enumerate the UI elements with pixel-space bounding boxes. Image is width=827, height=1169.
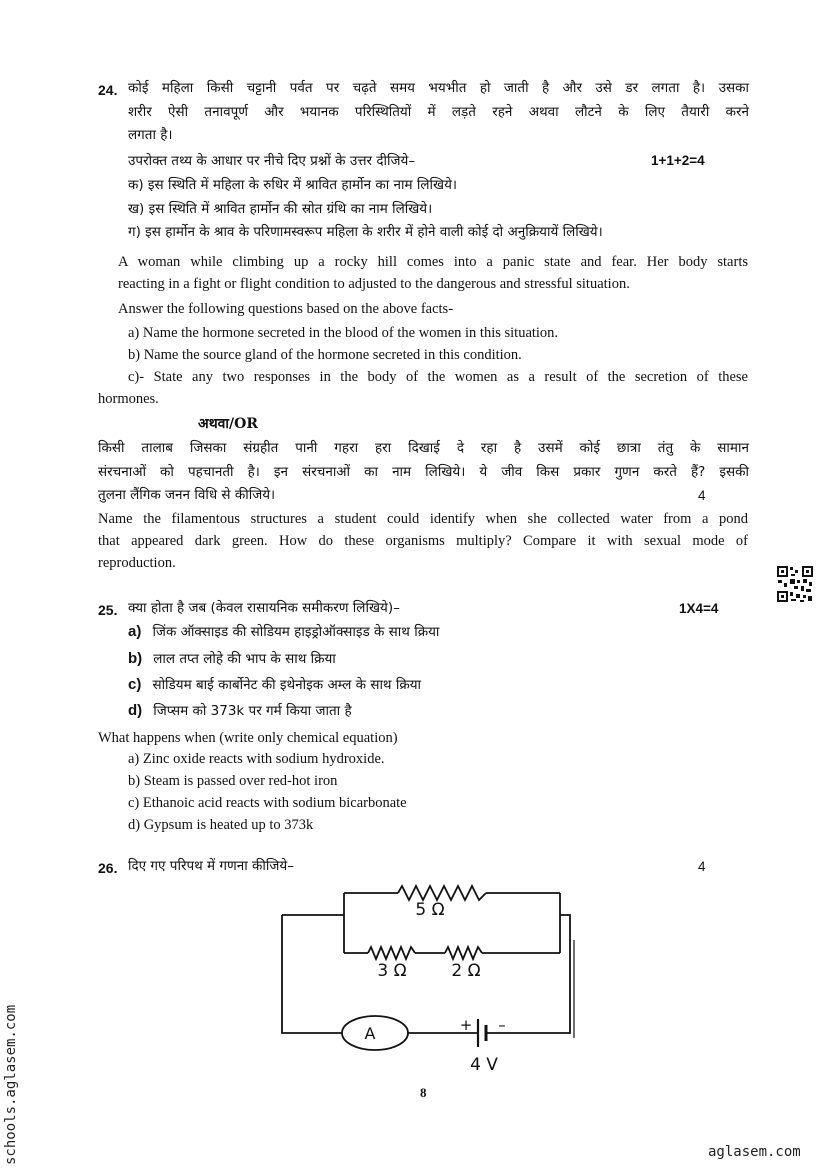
q25-hi-option-d bbox=[128, 700, 352, 723]
footer-watermark: aglasem.com bbox=[708, 1144, 801, 1160]
or-en-line-3: reproduction. bbox=[98, 555, 176, 571]
or-marks: 4 bbox=[698, 488, 706, 503]
q25-en-option-b: b) Steam is passed over red-hot iron bbox=[128, 773, 338, 789]
page-number: 8 bbox=[420, 1085, 427, 1100]
q24-hi-option-c: ग) इस हार्मोन के श्राव के परिणामस्वरूप महिला के शरीर में होने वाली कोई दो अनुक्रियायें लिखिये। bbox=[128, 224, 603, 240]
q24-en-option-a: a) Name the hormone secreted in the blood of the women in this situation. bbox=[128, 325, 559, 341]
q25-en-option-d: d) Gypsum is heated up to 373k bbox=[128, 817, 314, 833]
qr-code-icon bbox=[776, 565, 814, 603]
resistor-3-label: 3 Ω bbox=[377, 961, 407, 981]
q24-number: 24. bbox=[98, 82, 118, 98]
or-label: अथवा/OR bbox=[198, 416, 258, 432]
resistor-5-label: 5 Ω bbox=[415, 900, 445, 920]
q24-hi-option-b: ख) इस स्थिति में श्रावित हार्मोन की स्रोत ग्रंथि का नाम लिखिये। bbox=[128, 201, 433, 217]
circuit-wire-left bbox=[282, 915, 342, 1033]
q26-marks: 4 bbox=[698, 859, 706, 874]
option-text: लाल तप्त लोहे की भाप के साथ क्रिया bbox=[153, 651, 336, 667]
option-label: a) bbox=[128, 623, 142, 640]
q25-number: 25. bbox=[98, 602, 118, 618]
q25-hi-question: क्या होता है जब (केवल रासायनिक समीकरण लिखिये)– bbox=[128, 600, 400, 616]
q24-en-instruction: Answer the following questions based on the above facts- bbox=[118, 301, 454, 317]
or-en-line-2: that appeared dark green. How do these organisms multiply? Compare it with sexual mode of bbox=[98, 533, 748, 549]
q24-hi-line-2: शरीर ऐसी तनावपूर्ण और भयानक परिस्थितियों में लड़ते रहने अथवा लौटने के लिए तैयारी करने bbox=[128, 104, 749, 120]
resistor-2-label: 2 Ω bbox=[451, 961, 481, 981]
q24-en-option-c: c)- State any two responses in the body of the women as a result of the secretion of these bbox=[128, 369, 748, 385]
q24-en-line-1: A woman while climbing up a rocky hill comes into a panic state and fear. Her body starts bbox=[118, 254, 748, 270]
q24-en-line-2: reacting in a fight or flight condition to adjusted to the dangerous and stressful situation. bbox=[118, 276, 630, 292]
q25-en-option-c: c) Ethanoic acid reacts with sodium bicarbonate bbox=[128, 795, 407, 811]
battery-plus-sign: + bbox=[459, 1016, 473, 1034]
q24-hi-option-a: क) इस स्थिति में महिला के रुधिर में श्रावित हार्मोन का नाम लिखिये। bbox=[128, 177, 458, 193]
battery-minus-sign: – bbox=[498, 1016, 506, 1034]
q25-en-option-a: a) Zinc oxide reacts with sodium hydroxide. bbox=[128, 751, 385, 767]
q24-hi-line-1: कोई महिला किसी चट्टानी पर्वत पर चढ़ते समय भयभीत हो जाती है और उसे डर लगता है। उसका bbox=[128, 80, 749, 96]
option-text: जिंक ऑक्साइड की सोडियम हाइड्रोऑक्साइड के साथ क्रिया bbox=[152, 624, 440, 640]
battery-voltage-label: 4 V bbox=[470, 1055, 498, 1075]
or-hi-line-3: तुलना लैंगिक जनन विधि से कीजिये। bbox=[98, 487, 276, 503]
q25-hi-option-a bbox=[128, 621, 439, 644]
resistor-3-ohm bbox=[368, 947, 415, 959]
q25-hi-option-b bbox=[128, 648, 336, 671]
or-en-line-1: Name the filamentous structures a student could identify when she collected water from a pond bbox=[98, 511, 748, 527]
q24-hi-line-3: लगता है। bbox=[128, 127, 173, 143]
or-hi-line-1: किसी तालाब जिसका संग्रहीत पानी गहरा हरा दिखाई दे रहा है उसमें कोई छात्रा तंतु के सामान bbox=[98, 440, 749, 456]
q26-number: 26. bbox=[98, 860, 118, 876]
q24-marks: 1+1+2=4 bbox=[651, 153, 705, 168]
q24-en-option-c-cont: hormones. bbox=[98, 391, 159, 407]
q24-hi-instruction: उपरोक्त तथ्य के आधार पर नीचे दिए प्रश्नों के उत्तर दीजिये– bbox=[128, 153, 416, 169]
resistor-5-ohm bbox=[398, 886, 486, 900]
option-text: सोडियम बाई कार्बोनेट की इथेनोइक अम्ल के साथ क्रिया bbox=[152, 677, 422, 693]
or-hi-line-2: संरचनाओं को पहचानती है। इन संरचनाओं का नाम लिखिये। ये जीव किस प्रकार गुणन करते हैं? इसकी bbox=[98, 464, 749, 480]
ammeter-label: A bbox=[364, 1024, 376, 1043]
option-label: b) bbox=[128, 650, 143, 667]
q25-hi-option-c bbox=[128, 674, 421, 697]
q24-en-option-b: b) Name the source gland of the hormone secreted in this condition. bbox=[128, 347, 522, 363]
side-watermark: schools.aglasem.com bbox=[3, 1004, 19, 1165]
option-label: d) bbox=[128, 702, 143, 719]
resistor-2-ohm bbox=[445, 947, 482, 959]
circuit-diagram bbox=[270, 878, 590, 1078]
q26-hi-question: दिए गए परिपथ में गणना कीजिये– bbox=[128, 858, 295, 874]
option-label: c) bbox=[128, 676, 142, 693]
q25-en-question: What happens when (write only chemical equation) bbox=[98, 730, 398, 746]
circuit-wire-top-right bbox=[560, 915, 570, 938]
q25-marks: 1X4=4 bbox=[679, 601, 719, 616]
option-text: जिप्सम को 373k पर गर्म किया जाता है bbox=[153, 703, 352, 719]
